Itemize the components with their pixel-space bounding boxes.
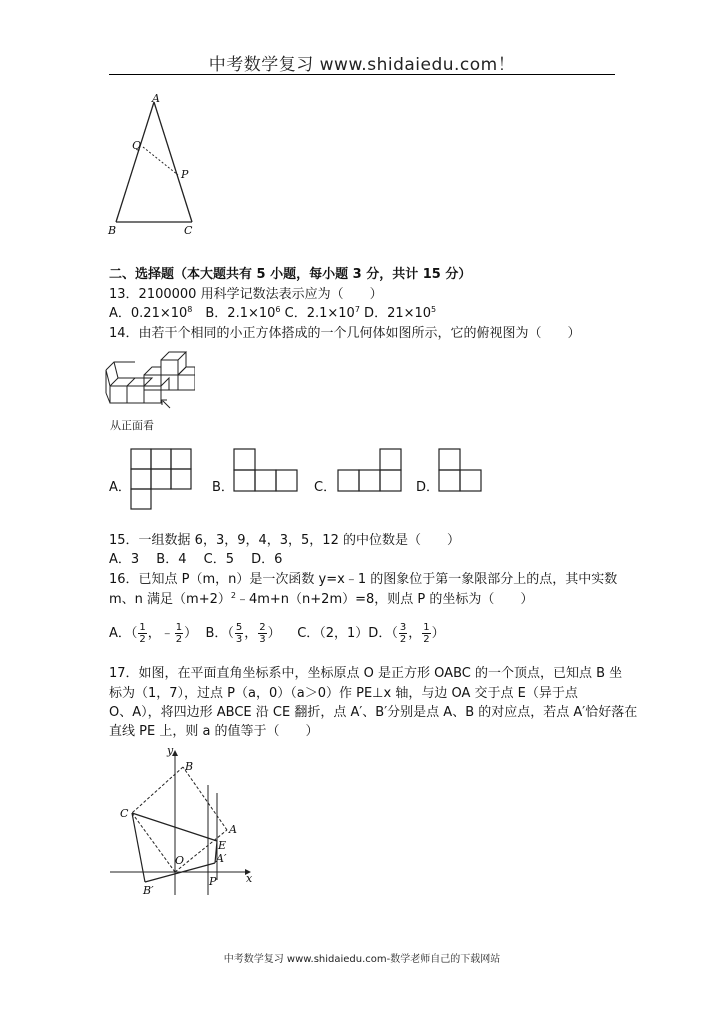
q17-line3: O、A），将四边形 ABCE 沿 CE 翻折，点 A′、B′分别是点 A、B 的对应点，若点 A′恰好落在 — [109, 705, 638, 720]
coordinate-figure — [105, 745, 265, 900]
label-c: C — [184, 224, 193, 237]
q15-options: A．3 B．4 C．5 D．6 — [109, 552, 283, 567]
q14-option-d-grid[interactable] — [438, 448, 484, 494]
q13-stem: 13．2100000 用科学记数法表示应为（ ） — [109, 287, 383, 302]
q16-options — [109, 620, 445, 648]
q14-option-c-label: C． — [314, 480, 337, 495]
q13-option-a: A．0.21×10 — [109, 306, 188, 321]
label-p: P — [181, 168, 189, 181]
header-divider — [109, 74, 615, 75]
cube-stack-figure — [105, 348, 195, 412]
q14-stem: 14．由若干个相同的小正方体搭成的一个几何体如图所示，它的俯视图为（ ） — [109, 326, 581, 341]
q14-option-a-label: A． — [109, 480, 131, 495]
label-b-prime: B′ — [143, 884, 154, 897]
q14-option-d-label: D． — [416, 480, 440, 495]
q16-line1: 16．已知点 P（m，n）是一次函数 y=x﹣1 的图象位于第一象限部分上的点，其中实数 — [109, 572, 618, 587]
q14-option-a-grid[interactable] — [130, 448, 194, 512]
q14-option-b-label: B． — [212, 480, 234, 495]
label-b: B — [185, 760, 194, 773]
q14-option-b-grid[interactable] — [233, 448, 299, 494]
label-b: B — [108, 224, 117, 237]
q13-option-b: B．2.1×10 — [192, 306, 276, 321]
q16-option-b: B．（ $\frac{5}{3}$ ， $\frac{2}{3}$ ） — [205, 622, 281, 645]
q16-option-a: A．（ $\frac{1}{2}$ ，﹣ $\frac{1}{2}$ ） — [109, 622, 198, 645]
triangle-figure — [104, 92, 204, 237]
label-c: C — [120, 807, 129, 820]
front-view-caption: 从正面看 — [110, 419, 154, 432]
label-p: P — [209, 875, 217, 888]
q16-line2: m、n 满足$(m+2)^2﹣4m+n(n+2m)=8$，则点 P 的坐标为（ ） — [109, 591, 534, 607]
q17-line2: 标为（1，7），过点 P（a，0）（a＞0）作 PE⊥x 轴，与边 OA 交于点 E（异于点 — [109, 686, 578, 701]
label-e: E — [218, 839, 227, 852]
page-footer: 中考数学复习 www.shidaiedu.com-数学老师自己的下载网站 — [223, 954, 501, 965]
q13-option-c: C．2.1×10 — [280, 306, 355, 321]
label-y-axis: y — [167, 745, 174, 757]
page-header-title: 中考数学复习 www.shidaiedu.com！ — [208, 55, 516, 75]
label-a: A — [152, 92, 160, 105]
label-x-axis: x — [246, 872, 253, 885]
label-q: Q — [132, 139, 142, 152]
q14-option-c-grid[interactable] — [337, 448, 403, 494]
q13-options: A．$0.21\times 10^8$ B．$2.1\times 10^6$ C．$2.1\times 10^7$ D．$21\times 10^5$ — [109, 305, 437, 321]
q15-stem: 15．一组数据 6，3，9，4，3，5，12 的中位数是（ ） — [109, 533, 460, 548]
label-a-prime: A′ — [216, 852, 227, 865]
q13-option-d: D．21×10 — [359, 306, 432, 321]
q17-line1: 17．如图，在平面直角坐标系中，坐标原点 O 是正方形 OABC 的一个顶点，已知点 B 坐 — [109, 666, 623, 681]
label-o: O — [175, 854, 185, 867]
q16-option-c-d: C．（2，1）D．（ $\frac{3}{2}$ ， $\frac{1}{2}$ ） — [297, 622, 445, 645]
q17-line4: 直线 PE 上，则 a 的值等于（ ） — [109, 724, 319, 739]
section-heading: 二、选择题（本大题共有 5 小题，每小题 3 分，共计 15 分） — [109, 267, 472, 282]
label-a: A — [229, 823, 237, 836]
